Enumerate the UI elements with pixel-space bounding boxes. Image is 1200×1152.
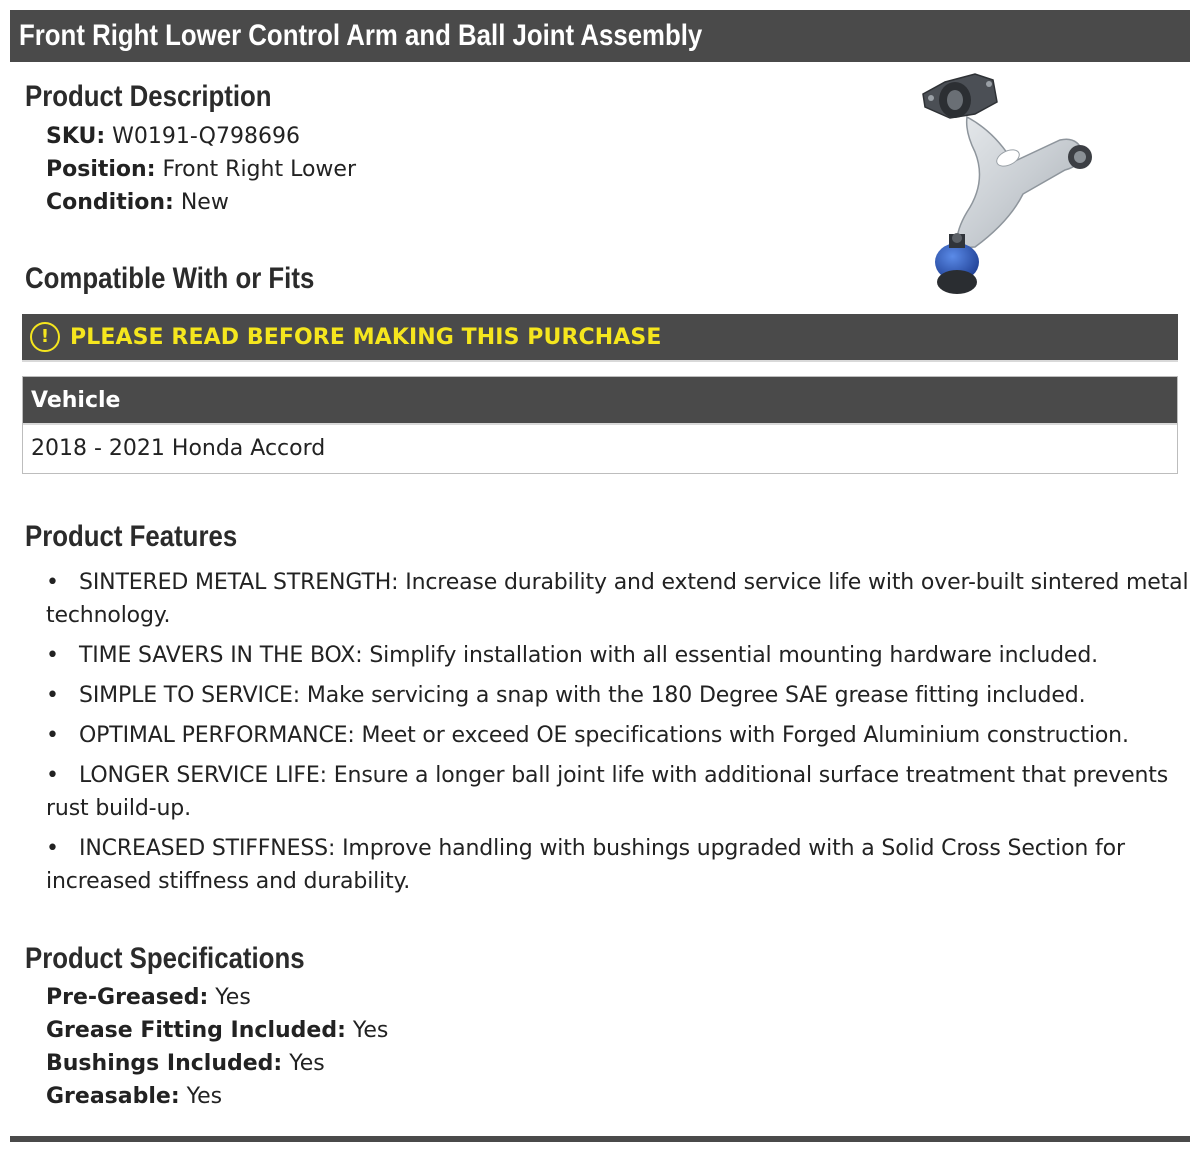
spec-value: Yes [186, 1084, 223, 1109]
position-value: Front Right Lower [162, 157, 356, 182]
warning-icon: ! [30, 322, 60, 352]
spec-label: Bushings Included: [46, 1051, 283, 1076]
spec-value: Yes [215, 985, 251, 1010]
features-list [46, 566, 1194, 905]
position-label: Position: [46, 157, 156, 182]
description-heading: Product Description [25, 80, 272, 113]
spec-field [46, 1080, 222, 1113]
vehicle-row: 2018 - 2021 Honda Accord [31, 436, 326, 461]
purchase-notice-banner [22, 314, 1178, 362]
spec-field [46, 1047, 325, 1080]
spec-label: Pre-Greased: [46, 985, 209, 1010]
condition-label: Condition: [46, 190, 174, 215]
condition-value: New [180, 190, 229, 215]
condition-field [46, 186, 229, 219]
spec-field [46, 1014, 388, 1047]
feature-item: • INCREASED STIFFNESS: Improve handling with bushings upgraded with a Solid Cross Section for increased stiffness and durability. [46, 832, 1194, 898]
vehicle-table [22, 376, 1178, 474]
sku-value: W0191-Q798696 [112, 124, 300, 149]
spec-value: Yes [352, 1018, 389, 1043]
page-title: Front Right Lower Control Arm and Ball Joint Assembly [19, 19, 703, 52]
feature-item: • SIMPLE TO SERVICE: Make servicing a snap with the 180 Degree SAE grease fitting included. [46, 679, 1194, 712]
spec-label: Greasable: [46, 1084, 180, 1109]
notice-text: PLEASE READ BEFORE MAKING THIS PURCHASE [70, 324, 662, 350]
compatibility-heading: Compatible With or Fits [25, 262, 315, 295]
feature-item: • SINTERED METAL STRENGTH: Increase durability and extend service life with over-built sintered metal technology. [46, 566, 1194, 632]
page-title-bar [10, 10, 1190, 62]
sku-label: SKU: [46, 124, 106, 149]
spec-label: Grease Fitting Included: [46, 1018, 346, 1043]
specifications-heading: Product Specifications [25, 942, 305, 975]
feature-item: • OPTIMAL PERFORMANCE: Meet or exceed OE specifications with Forged Aluminium construction. [46, 719, 1194, 752]
sku-field [46, 120, 300, 153]
position-field [46, 153, 356, 186]
spec-field [46, 981, 251, 1014]
spec-value: Yes [289, 1051, 325, 1076]
features-heading: Product Features [25, 520, 238, 553]
vehicle-table-header: Vehicle [23, 377, 1177, 425]
bottom-divider [10, 1136, 1190, 1142]
feature-item: • TIME SAVERS IN THE BOX: Simplify installation with all essential mounting hardware included. [46, 639, 1194, 672]
feature-item: • LONGER SERVICE LIFE: Ensure a longer ball joint life with additional surface treatment that prevents rust build-up. [46, 759, 1194, 825]
control-arm-product-image [905, 62, 1105, 307]
